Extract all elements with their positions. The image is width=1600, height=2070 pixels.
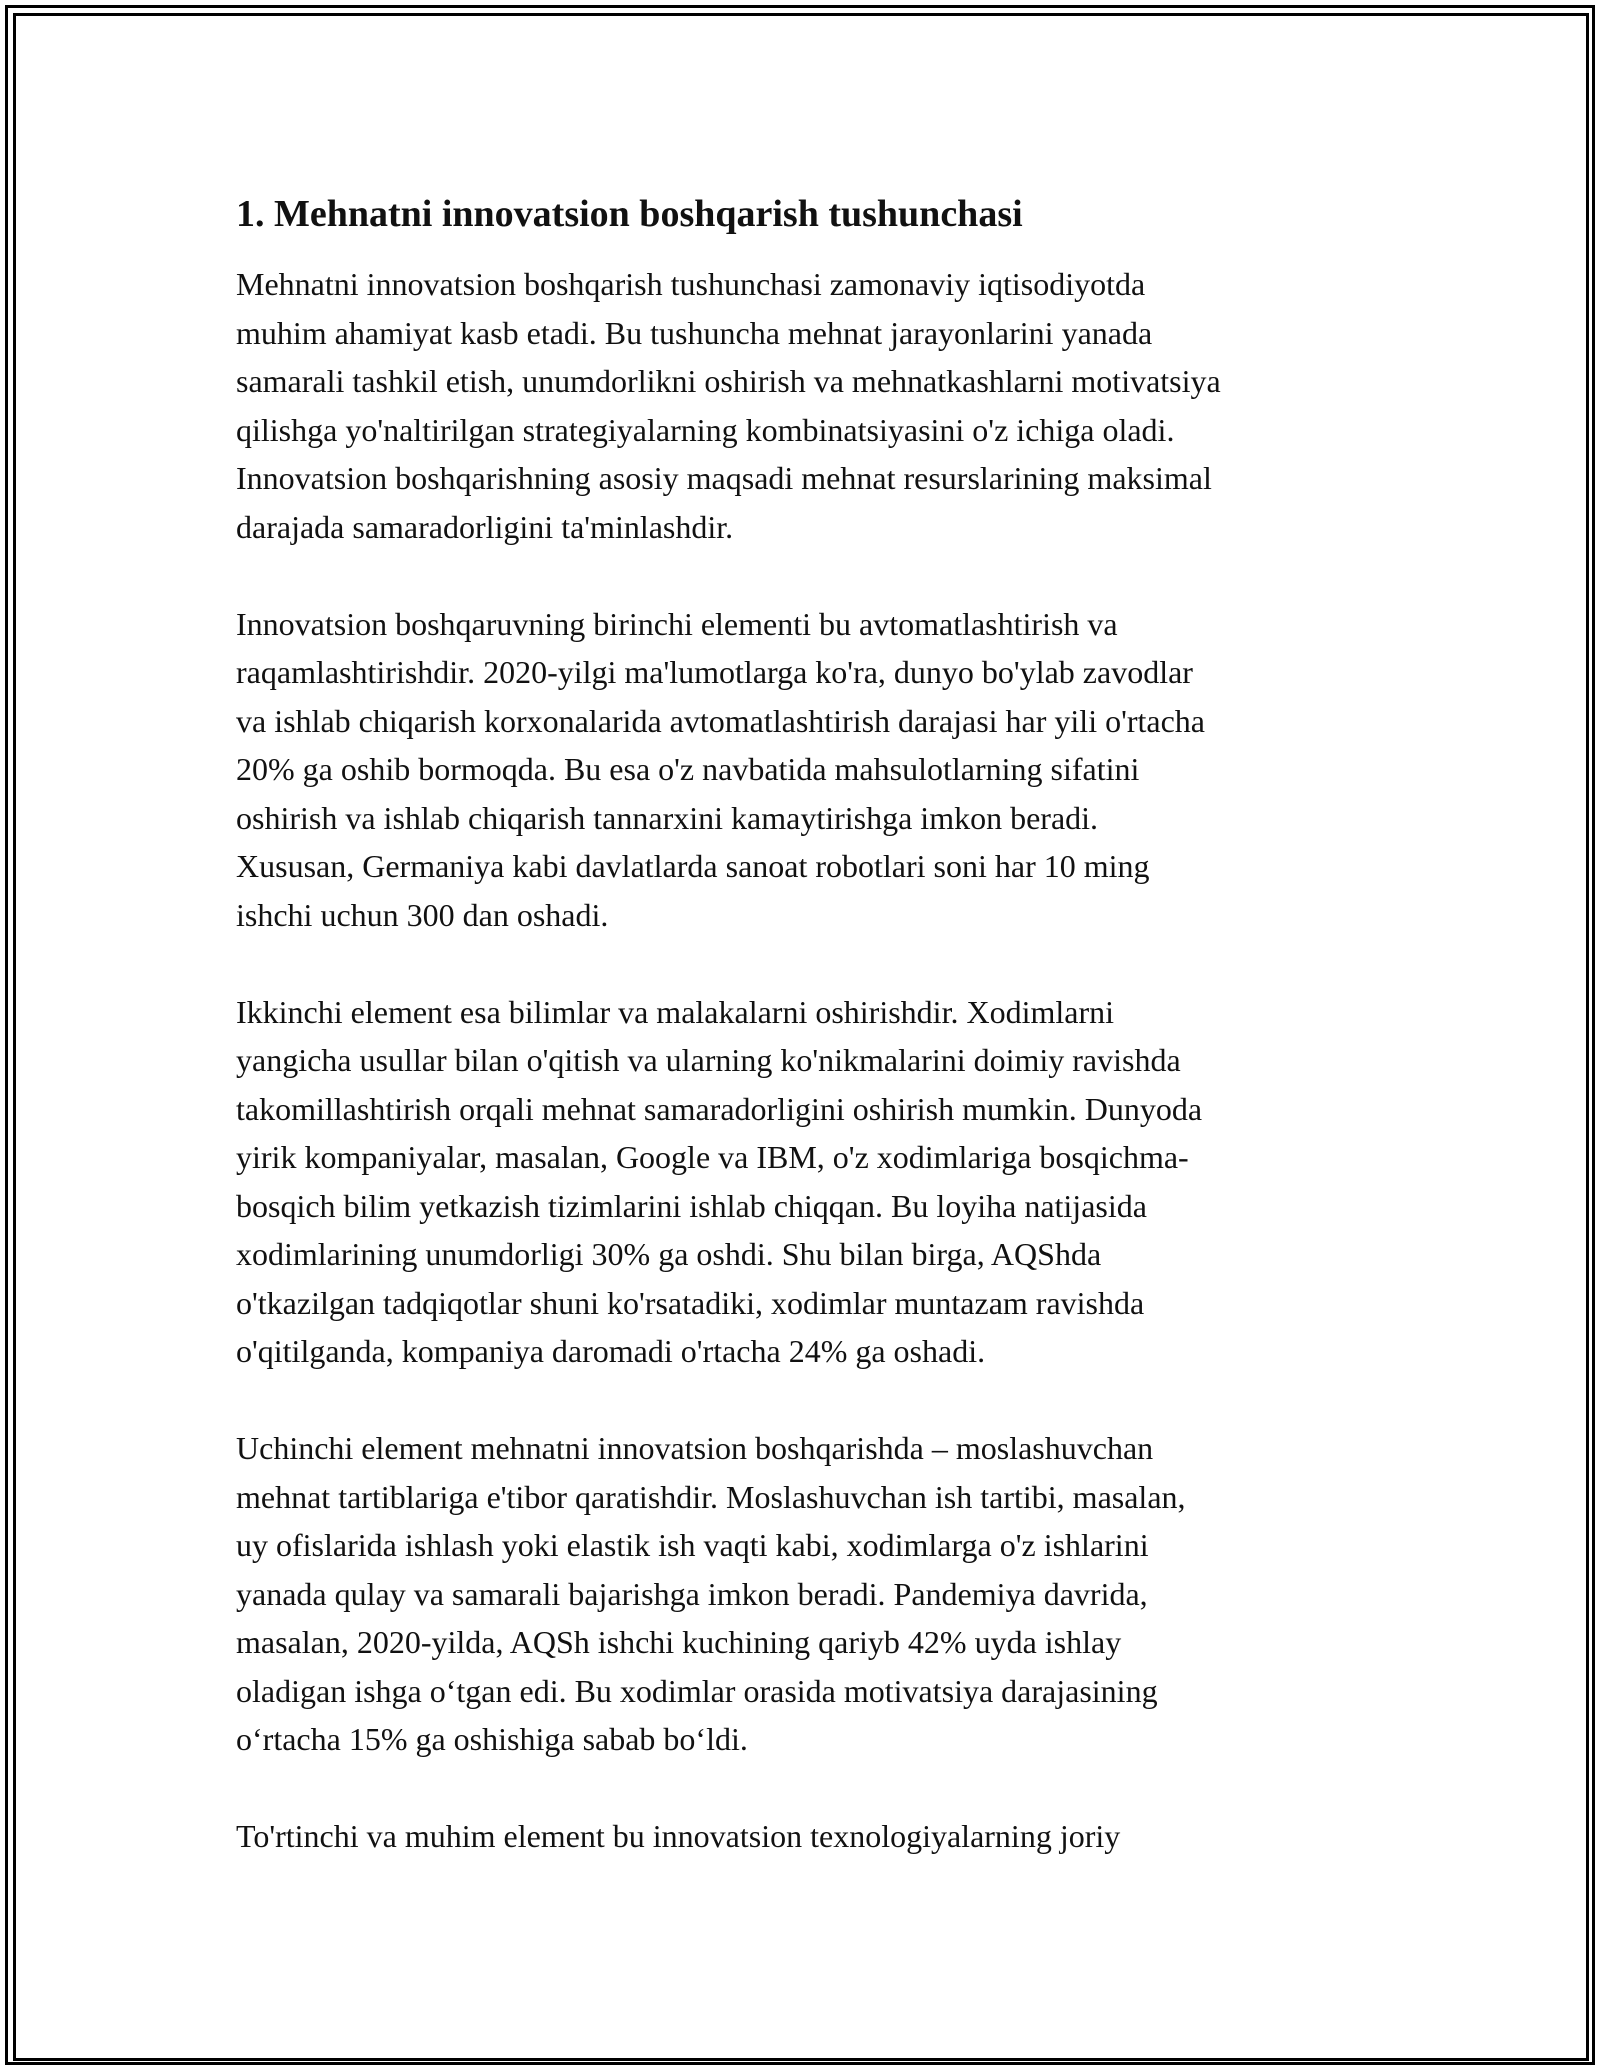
text-line: To'rtinchi va muhim element bu innovatsion texnologiyalarning joriy (236, 1818, 1121, 1854)
text-line: bosqich bilim yetkazish tizimlarini ishlab chiqqan. Bu loyiha natijasida (236, 1187, 1147, 1224)
text-line: oshirish va ishlab chiqarish tannarxini kamaytirishga imkon beradi. (236, 799, 1099, 836)
text-line: Innovatsion boshqarishning asosiy maqsadi mehnat resurslarining maksimal (236, 460, 1212, 496)
text-line: yanada qulay va samarali bajarishga imkon beradi. Pandemiya davrida, (236, 1575, 1148, 1612)
paragraph-2 (236, 600, 1386, 940)
text-line: takomillashtirish orqali mehnat samaradorligini oshirish mumkin. Dunyoda (236, 1090, 1203, 1127)
text-line: xodimlarining unumdorligi 30% ga oshdi. Shu bilan birga, AQShda (236, 1236, 1102, 1272)
text-line: Uchinchi element mehnatni innovatsion boshqarishda – moslashuvchan (236, 1430, 1154, 1466)
text-line: 20% ga oshib bormoqda. Bu esa o'z navbatida mahsulotlarning sifatini (236, 751, 1140, 787)
text-line: yangicha usullar bilan o'qitish va ularning ko'nikmalarini doimiy ravishda (236, 1042, 1181, 1078)
text-line: Xususan, Germaniya kabi davlatlarda sanoat robotlari soni har 10 ming (236, 848, 1150, 884)
section-heading: 1. Mehnatni innovatsion boshqarish tushunchasi (236, 193, 1023, 235)
text-line: raqamlashtirishdir. 2020-yilgi ma'lumotlarga ko'ra, dunyo bo'ylab zavodlar (236, 654, 1193, 690)
text-line: yirik kompaniyalar, masalan, Google va IBM, o'z xodimlariga bosqichma- (236, 1139, 1189, 1175)
document-body (236, 186, 1386, 1909)
text-line: Innovatsion boshqaruvning birinchi elementi bu avtomatlashtirish va (236, 605, 1118, 642)
paragraph-4 (236, 1424, 1386, 1764)
paragraph-3 (236, 988, 1386, 1376)
text-line: darajada samaradorligini ta'minlashdir. (236, 508, 734, 545)
text-line: qilishga yo'naltirilgan strategiyalarning kombinatsiyasini o'z ichiga oladi. (236, 411, 1175, 448)
text-line: masalan, 2020-yilda, AQSh ishchi kuchining qariyb 42% uyda ishlay (236, 1624, 1122, 1660)
paragraph-1 (236, 260, 1386, 551)
text-line: Ikkinchi element esa bilimlar va malakalarni oshirishdir. Xodimlarni (236, 993, 1114, 1030)
text-line: o‘rtacha 15% ga oshishiga sabab bo‘ldi. (236, 1721, 748, 1757)
text-line: o'qitilganda, kompaniya daromadi o'rtacha 24% ga oshadi. (236, 1333, 986, 1369)
paragraph-5 (236, 1812, 1386, 1861)
text-line: o'tkazilgan tadqiqotlar shuni ko'rsatadiki, xodimlar muntazam ravishda (236, 1284, 1145, 1321)
text-line: muhim ahamiyat kasb etadi. Bu tushuncha mehnat jarayonlarini yanada (236, 314, 1153, 351)
text-line: va ishlab chiqarish korxonalarida avtomatlashtirish darajasi har yili o'rtacha (236, 702, 1205, 739)
text-line: oladigan ishga o‘tgan edi. Bu xodimlar orasida motivatsiya darajasining (236, 1672, 1158, 1709)
text-line: uy ofislarida ishlash yoki elastik ish vaqti kabi, xodimlarga o'z ishlarini (236, 1527, 1149, 1563)
text-line: samarali tashkil etish, unumdorlikni oshirish va mehnatkashlarni motivatsiya (236, 363, 1221, 399)
text-line: ishchi uchun 300 dan oshadi. (236, 896, 609, 933)
text-line: Mehnatni innovatsion boshqarish tushunchasi zamonaviy iqtisodiyotda (236, 266, 1146, 302)
text-line: mehnat tartiblariga e'tibor qaratishdir. Moslashuvchan ish tartibi, masalan, (236, 1478, 1186, 1515)
